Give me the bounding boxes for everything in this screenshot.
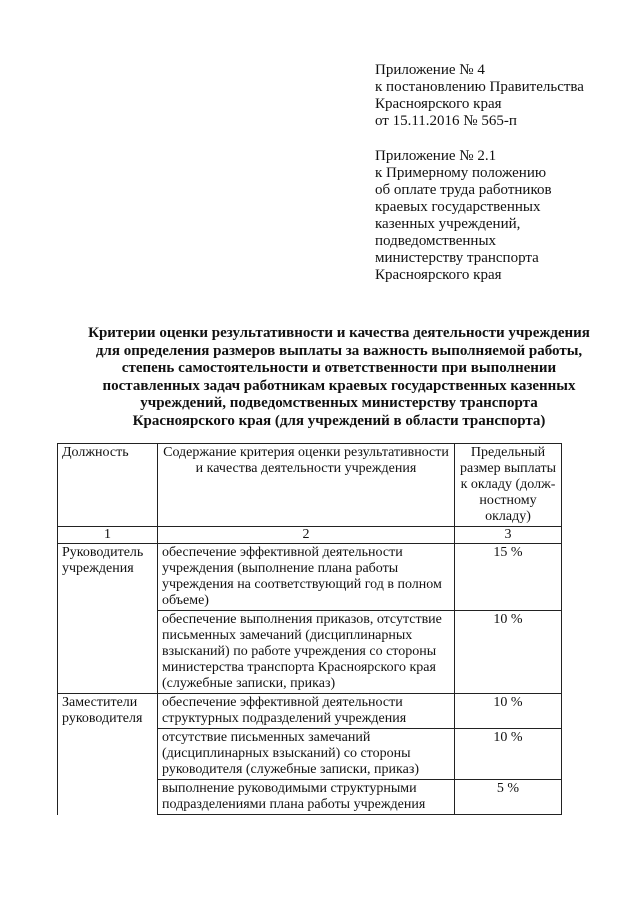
criteria-table	[57, 443, 562, 815]
column-number-row	[58, 527, 562, 544]
appendix-line: казенных учреждений,	[375, 216, 521, 232]
column-number: 1	[58, 527, 158, 544]
position-cell-deputies: Заместители руководителя	[58, 694, 158, 815]
title-line: степень самостоятельности и ответственности при выполнении	[121, 360, 557, 376]
appendix-sub-header	[375, 148, 552, 284]
limit-cell: 10 %	[455, 611, 562, 694]
limit-cell: 5 %	[455, 780, 562, 815]
criterion-cell: обеспечение эффективной деятельности учреждения (выполнение плана работы учреждения на соответствующий год в полном объеме)	[158, 544, 455, 611]
appendix-line: от 15.11.2016 № 565-п	[375, 113, 517, 129]
limit-cell: 10 %	[455, 694, 562, 729]
header-limit: Предельный размер выплаты к окладу (долж-ностному окладу)	[455, 444, 562, 527]
criterion-cell: отсутствие письменных замечаний (дисциплинарных взысканий) со стороны руководителя (служебные записки, приказ)	[158, 729, 455, 780]
header-position: Должность	[58, 444, 158, 527]
table-row	[58, 544, 562, 611]
criterion-cell: обеспечение выполнения приказов, отсутствие письменных замечаний (дисциплинарных взысканий) по работе учреждения со стороны министерства транспорта Красноярского края (служебные записки, приказ)	[158, 611, 455, 694]
appendix-line: к Примерному положению	[375, 165, 547, 181]
title-line: поставленных задач работникам краевых государственных казенных	[102, 377, 576, 394]
position-cell-head: Руководитель учреждения	[58, 544, 158, 694]
criterion-cell: выполнение руководимыми структурными подразделениями плана работы учреждения	[158, 780, 455, 815]
appendix-main-header	[375, 62, 584, 130]
table-header-row	[58, 444, 562, 527]
appendix-line: краевых государственных	[375, 199, 541, 215]
table-row	[58, 694, 562, 729]
header-criterion: Содержание критерия оценки результативности и качества деятельности учреждения	[158, 444, 455, 527]
appendix-line: Красноярского края	[375, 267, 502, 283]
limit-cell: 15 %	[455, 544, 562, 611]
title-line: Критерии оценки результативности и качества деятельности учреждения	[88, 325, 590, 341]
title-line: Красноярского края (для учреждений в области транспорта)	[132, 412, 546, 429]
column-number: 2	[158, 527, 455, 544]
appendix-line: министерству транспорта	[375, 250, 539, 266]
criterion-cell: обеспечение эффективной деятельности структурных подразделений учреждения	[158, 694, 455, 729]
appendix-line: Приложение № 4	[375, 62, 485, 78]
limit-cell: 10 %	[455, 729, 562, 780]
appendix-line: к постановлению Правительства	[375, 79, 584, 95]
appendix-line: об оплате труда работников	[375, 182, 552, 198]
document-title	[50, 325, 628, 430]
column-number: 3	[455, 527, 562, 544]
title-line: учреждений, подведомственных министерству транспорта	[140, 395, 538, 411]
title-line: для определения размеров выплаты за важность выполняемой работы,	[95, 342, 583, 359]
appendix-line: Красноярского края	[375, 96, 502, 112]
appendix-line: подведомственных	[375, 233, 497, 249]
appendix-line: Приложение № 2.1	[375, 148, 497, 164]
